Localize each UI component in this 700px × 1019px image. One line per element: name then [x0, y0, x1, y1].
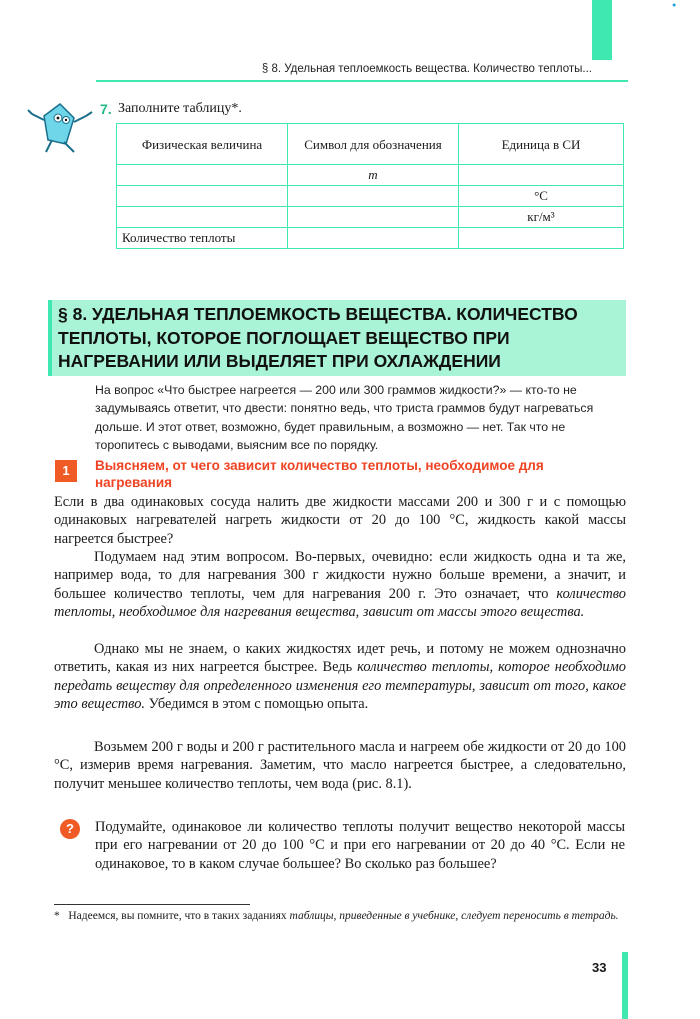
table-cell: Количество теплоты [117, 228, 288, 249]
table-row [117, 165, 624, 186]
paragraph-4: Возьмем 200 г воды и 200 г растительного масла и нагреем обе жидкости от 20 до 100 °С, измерив время нагревания. Заметим, что масло нагреется быстрее, а следовательно, получит меньшее количество теплоты, чем вода (рис. 8.1). [54, 739, 626, 792]
top-accent-bar [592, 0, 612, 60]
table-header-cell: Единица в СИ [459, 124, 624, 165]
table-cell [459, 228, 624, 249]
table-cell: °С [459, 186, 624, 207]
table-header-cell: Символ для обозначения [288, 124, 459, 165]
subsection-title: Выясняем, от чего зависит количество теплоты, необходимое для нагревания [95, 458, 544, 490]
table-header-cell: Физическая величина [117, 124, 288, 165]
footnote-emphasis: таблицы, приведенные в учебнике, следует переносить в тетрадь. [289, 910, 619, 922]
task-number: 7. [100, 101, 112, 117]
footnote [54, 908, 626, 925]
paragraph-3 [54, 640, 626, 713]
question-icon: ? [60, 819, 80, 839]
section-intro: На вопрос «Что быстрее нагреется — 200 или 300 граммов жидкости?» — кто-то не задумываясь ответит, что двести: понятно ведь, что триста граммов будут нагреваться дольше. И этот ответ, возможно, будет правильным, а возможно — нет. Так что не торопитесь с выводами, выясним все по порядку. [95, 383, 594, 452]
paragraph-3-tail: Убедимся в этом с помощью опыта. [145, 695, 369, 712]
table-cell [117, 165, 288, 186]
task-instruction: Заполните таблицу*. [118, 101, 242, 116]
table-row [117, 186, 624, 207]
table-cell [117, 186, 288, 207]
header-rule [96, 80, 628, 82]
table-cell [288, 228, 459, 249]
table-header-row [117, 124, 624, 165]
question-text: Подумайте, одинаковое ли количество теплоты получит вещество некоторой массы при его нагревании от 20 до 100 °С и при его нагревании от 20 до 40 °С. Если не одинаковое, то в каком случае большее? Во сколько раз большее? [95, 819, 625, 872]
section-accent-bar [48, 300, 52, 376]
mascot-icon [26, 98, 98, 154]
section-title: § 8. УДЕЛЬНАЯ ТЕПЛОЕМКОСТЬ ВЕЩЕСТВА. КОЛИЧЕСТВО ТЕПЛОТЫ, КОТОРОЕ ПОГЛОЩАЕТ ВЕЩЕСТВО ПРИ НАГРЕВАНИИ ИЛИ ВЫДЕЛЯЕТ ПРИ ОХЛАЖДЕНИИ [58, 304, 578, 371]
table-row [117, 228, 624, 249]
paragraph-2 [54, 548, 626, 621]
table-cell [288, 207, 459, 228]
table-cell [459, 165, 624, 186]
paragraph-2-emphasis: количество теплоты, необходимое для нагревания вещества, зависит от массы этого вещества. [54, 585, 626, 620]
table-cell: m [288, 165, 459, 186]
table-cell [117, 207, 288, 228]
footnote-text: Надеемся, вы помните, что в таких заданиях [68, 910, 290, 922]
paragraph-3-emphasis: количество теплоты, которое необходимо передать веществу для определенного изменения его температуры, зависит от того, какое это вещество. [54, 659, 626, 712]
corner-logo-icon: ● [672, 2, 677, 9]
paragraph-2-text: Подумаем над этим вопросом. Во-первых, очевидно: если жидкость одна и та же, например вода, то для нагревания 300 г жидкости нужно больше времени, а значит, и большее количество теплоты, чем для нагревания 200 г. Это означает, что [54, 549, 626, 602]
footnote-mark: * [54, 910, 60, 922]
table-row [117, 207, 624, 228]
fill-in-table [116, 123, 624, 249]
running-head: § 8. Удельная теплоемкость вещества. Количество теплоты... [261, 63, 592, 75]
table-cell [288, 186, 459, 207]
page-number: 33 [592, 960, 607, 975]
paragraph-1: Если в два одинаковых сосуда налить две жидкости массами 200 и 300 г и с помощью одинаковых нагревателей нагреть жидкости от 20 до 100 °С, жидкость какой массы нагреется быстрее? [54, 494, 626, 547]
paragraph-3-text: Однако мы не знаем, о каких жидкостях идет речь, и потому не можем однозначно ответить, какая из них нагреется быстрее. Ведь [54, 641, 626, 676]
side-accent-bar [622, 952, 628, 1019]
table-cell: кг/м³ [459, 207, 624, 228]
footnote-rule [54, 904, 250, 905]
subsection-number-badge: 1 [55, 460, 77, 482]
